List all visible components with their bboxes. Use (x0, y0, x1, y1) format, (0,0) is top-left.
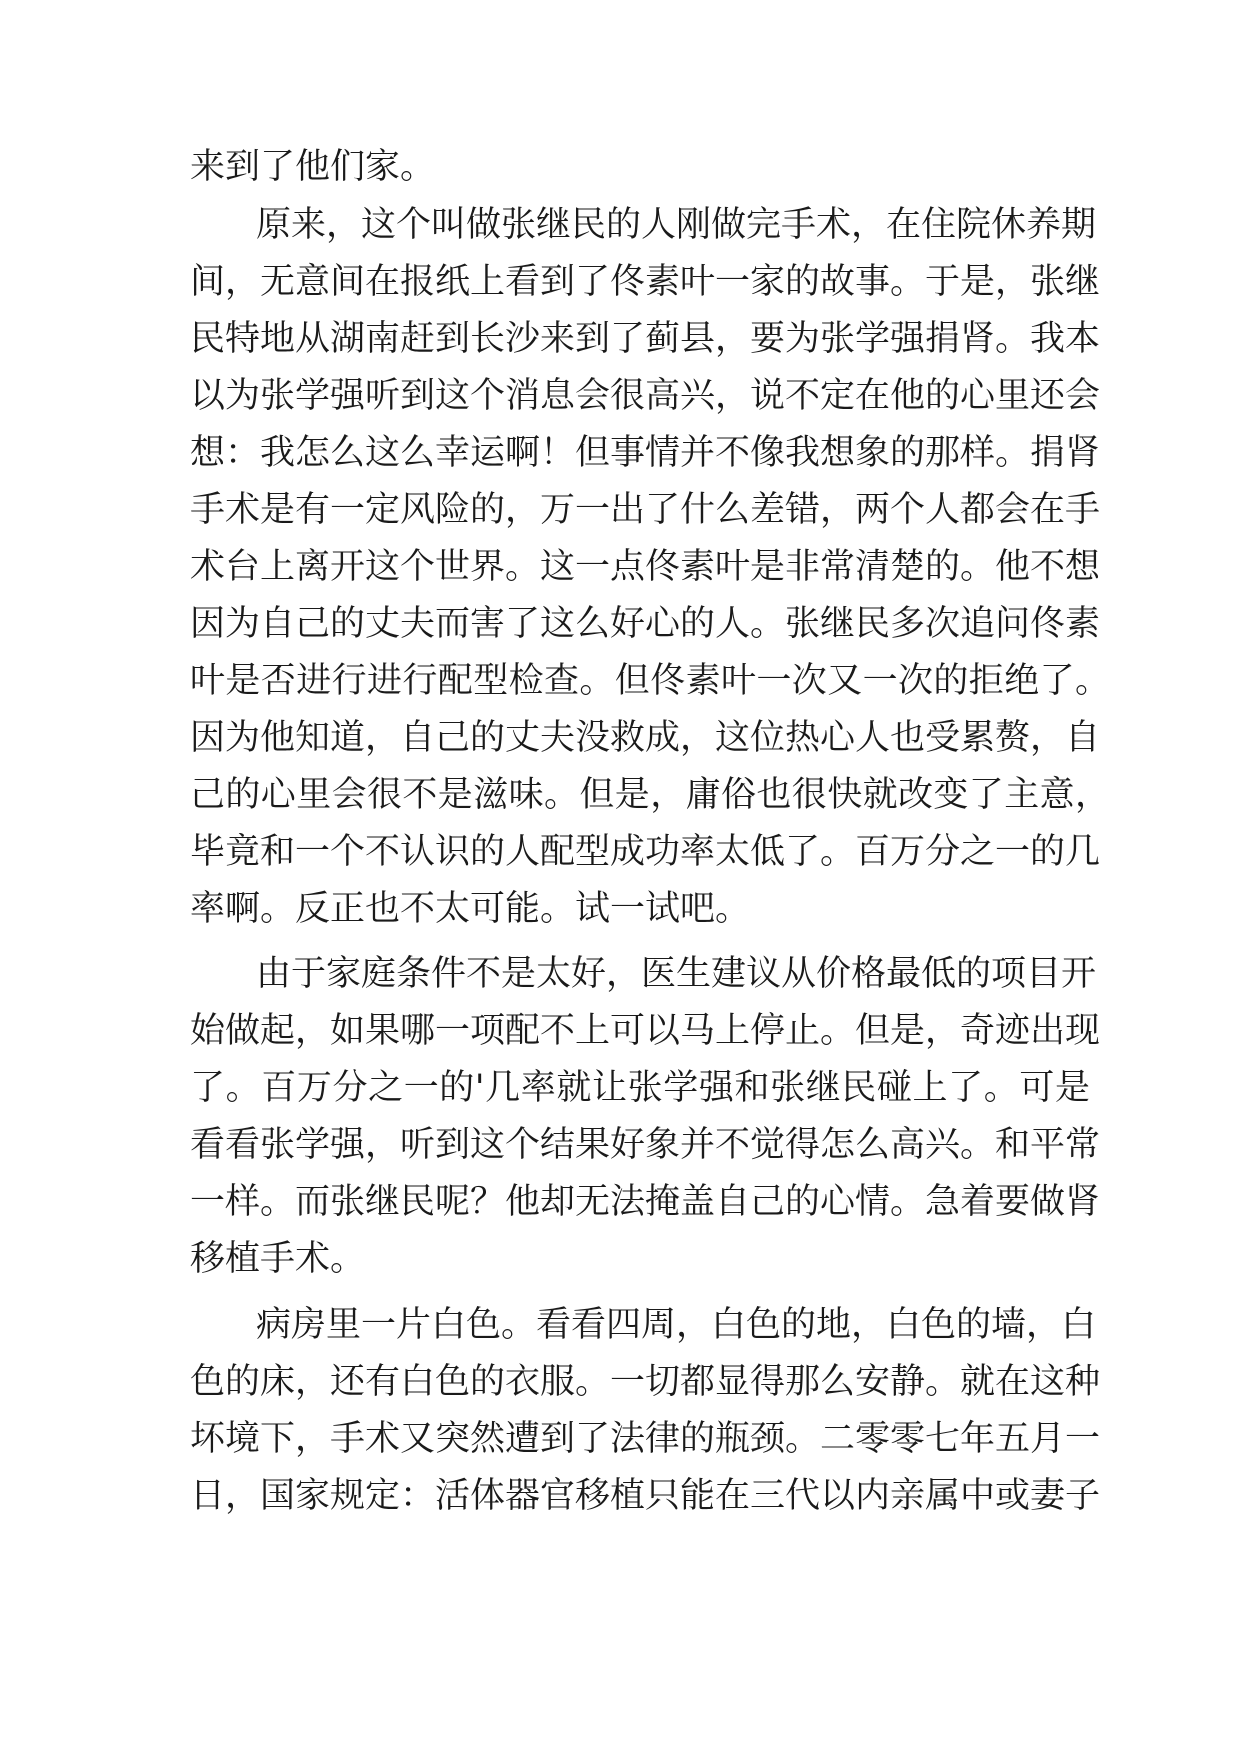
text-line: 始做起，如果哪一项配不上可以马上停止。但是，奇迹出现 (190, 1011, 1101, 1051)
paragraph-first-line: 原来，这个叫做张继民的人刚做完手术，在住院休养期 (256, 205, 1097, 245)
text-line: 己的心里会很不是滋味。但是，庸俗也很快就改变了主意， (190, 775, 1110, 815)
text-line: 日，国家规定：活体器官移植只能在三代以内亲属中或妻子 (190, 1476, 1101, 1516)
text-line: 率啊。反正也不太可能。试一试吧。 (190, 889, 751, 929)
text-line: 色的床，还有白色的衣服。一切都显得那么安静。就在这种 (190, 1362, 1101, 1402)
text-line: 了。百万分之一的'几率就让张学强和张继民碰上了。可是 (190, 1068, 1090, 1108)
paragraph-first-line: 由于家庭条件不是太好，医生建议从价格最低的项目开 (256, 954, 1097, 994)
text-line: 因为他知道，自己的丈夫没救成，这位热心人也受累赘，自 (190, 718, 1101, 758)
text-line: 手术是有一定风险的，万一出了什么差错，两个人都会在手 (190, 490, 1101, 530)
text-line: 来到了他们家。 (190, 147, 436, 187)
text-line: 间，无意间在报纸上看到了佟素叶一家的故事。于是，张继 (190, 262, 1101, 302)
text-line: 看看张学强，听到这个结果好象并不觉得怎么高兴。和平常 (190, 1125, 1101, 1165)
text-line: 想：我怎么这么幸运啊！但事情并不像我想象的那样。捐肾 (190, 433, 1101, 473)
text-line: 移植手术。 (190, 1239, 366, 1279)
text-line: 术台上离开这个世界。这一点佟素叶是非常清楚的。他不想 (190, 547, 1101, 587)
text-line: 叶是否进行进行配型检查。但佟素叶一次又一次的拒绝了。 (190, 661, 1110, 701)
text-line: 民特地从湖南赶到长沙来到了蓟县，要为张学强捐肾。我本 (190, 319, 1101, 359)
text-line: 因为自己的丈夫而害了这么好心的人。张继民多次追问佟素 (190, 604, 1101, 644)
text-line: 坏境下，手术又突然遭到了法律的瓶颈。二零零七年五月一 (190, 1419, 1101, 1459)
text-line: 一样。而张继民呢？他却无法掩盖自己的心情。急着要做肾 (190, 1182, 1101, 1222)
text-line: 以为张学强听到这个消息会很高兴，说不定在他的心里还会 (190, 376, 1101, 416)
paragraph-first-line: 病房里一片白色。看看四周，白色的地，白色的墙，白 (256, 1305, 1097, 1345)
text-line: 毕竟和一个不认识的人配型成功率太低了。百万分之一的几 (190, 832, 1101, 872)
